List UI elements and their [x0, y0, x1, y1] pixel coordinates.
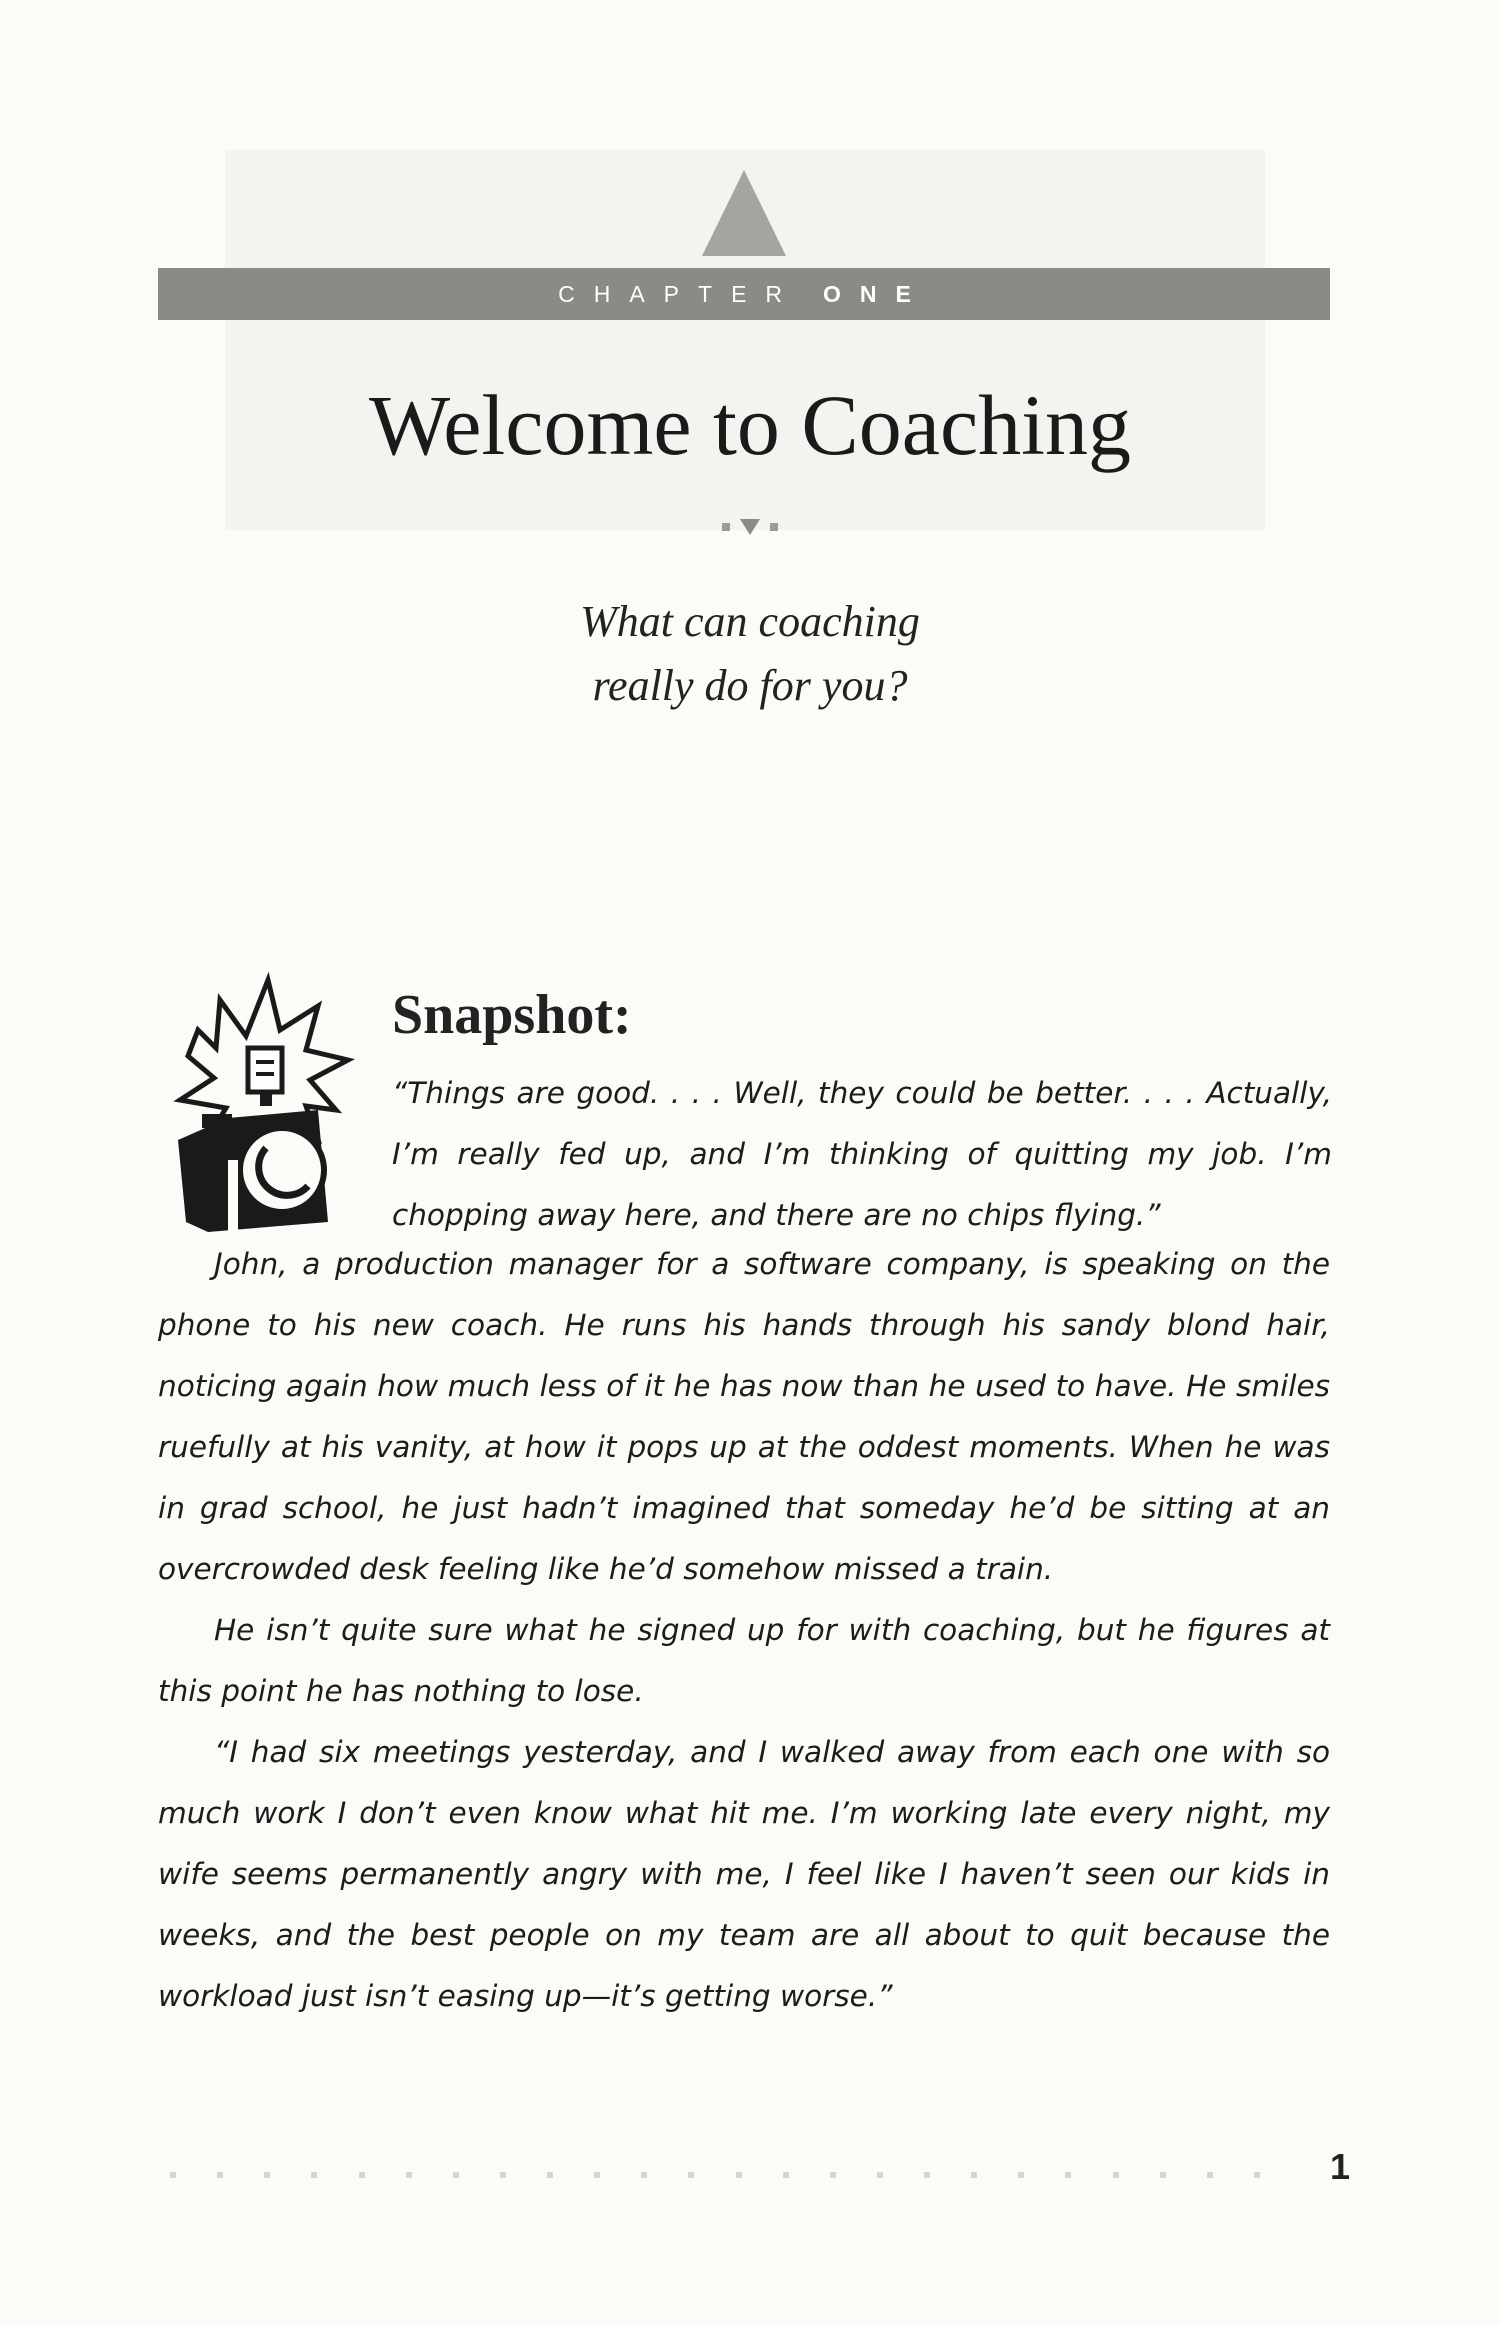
snapshot-quote: “Things are good. . . . Well, they could be better. . . . Actually, I’m really fed up, and I’m thinking of quitting my job. I’m chopping away here, and there are no chips flying.” [392, 1076, 1332, 1232]
chapter-label: CHAPTER [558, 280, 802, 307]
chapter-banner [158, 268, 1330, 320]
page-number: 1 [1330, 2146, 1351, 2187]
footer-dot-rule [170, 2172, 1260, 2178]
chapter-title: Welcome to Coaching [368, 377, 1132, 473]
chapter-number: ONE [823, 280, 930, 307]
divider-ornament-icon [700, 514, 800, 540]
snapshot-heading: Snapshot: [392, 984, 632, 1046]
paragraph: John, a production manager for a software company, is speaking on the phone to his new coach. He runs his hands through his sandy blond hair, noticing again how much less of it he has now than he used to have. He smiles ruefully at his vanity, at how it pops up at the oddest moments. When he was in grad school, he just hadn’t imagined that someday he’d be sitting at an overcrowded desk feeling like he’d somehow missed a train. [158, 1247, 1330, 1586]
body-text [158, 1234, 1330, 2027]
subtitle-line: really do for you? [592, 661, 908, 710]
chapter-subtitle [0, 590, 1500, 718]
subtitle-line: What can coaching [580, 597, 920, 646]
paragraph: “I had six meetings yesterday, and I walked away from each one with so much work I don’t even know what hit me. I’m working late every night, my wife seems permanently angry with me, I feel like I haven’t seen our kids in weeks, and the best people on my team are all about to quit because the workload just isn’t easing up—it’s getting worse.” [158, 1735, 1330, 2013]
paragraph: He isn’t quite sure what he signed up for with coaching, but he figures at this point he has nothing to lose. [158, 1613, 1330, 1708]
triangle-ornament-icon [702, 170, 786, 256]
camera-snapshot-icon [168, 960, 368, 1240]
